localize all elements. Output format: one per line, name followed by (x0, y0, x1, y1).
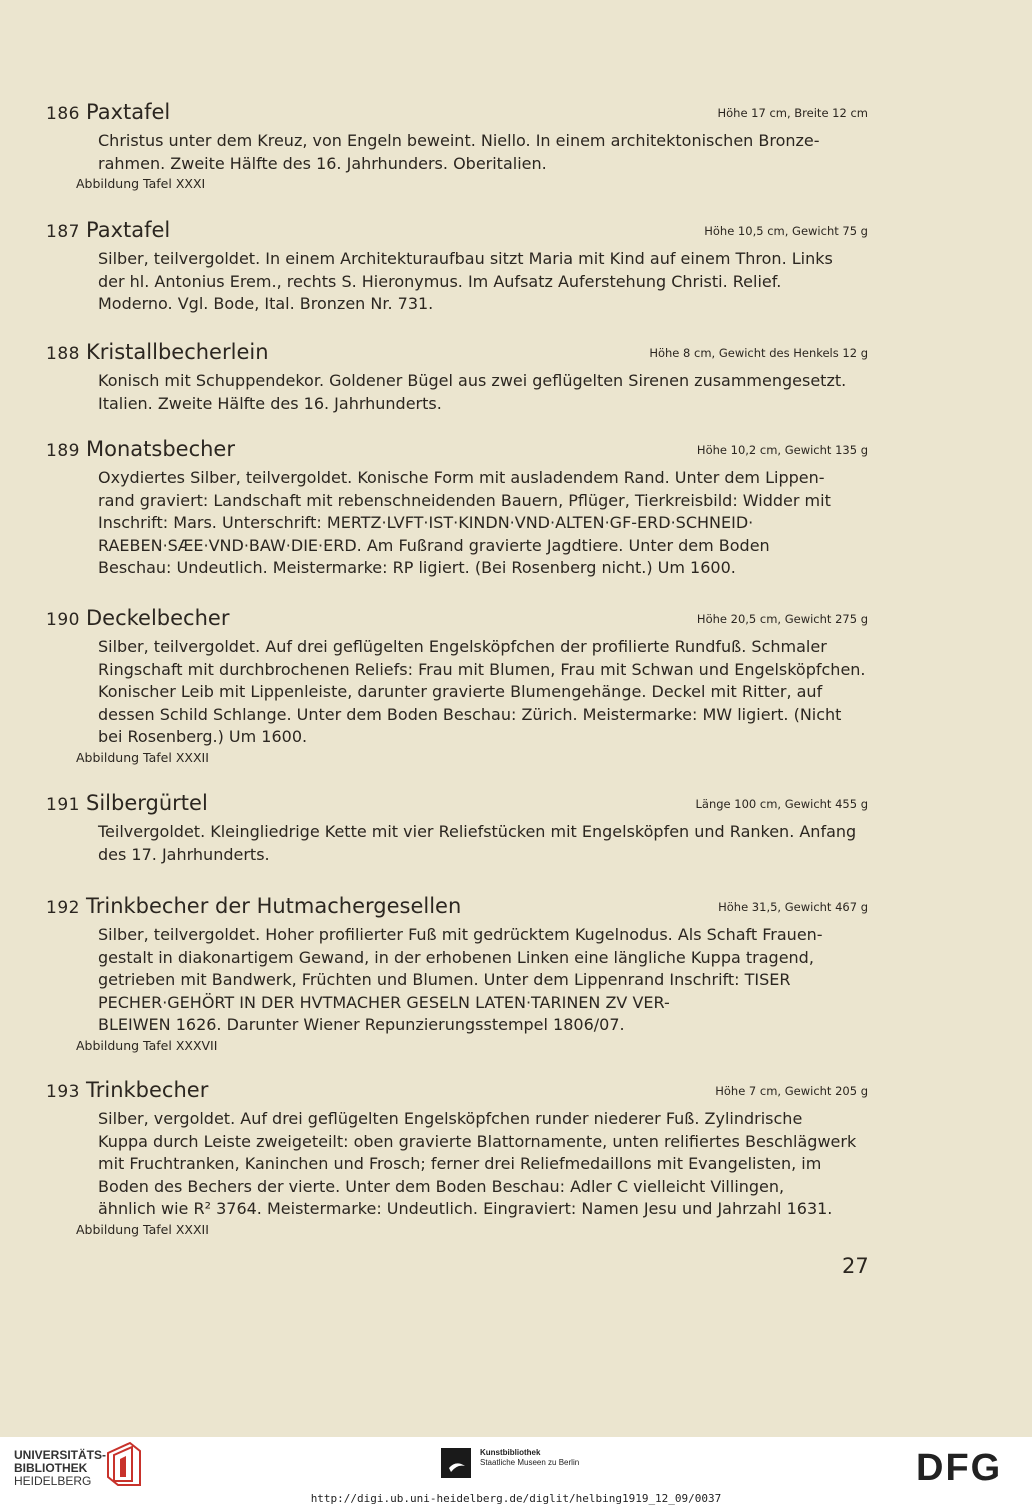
entry-description: Silber, teilvergoldet. In einem Architekturaufbau sitzt Maria mit Kind auf einem Thron. Links der hl. Antonius Erem., rechts S. Hieronymus. Im Aufsatz Auferstehung Christi. Relief. Moderno. Vgl. Bode, Ital. Bronzen Nr. 731. (98, 249, 833, 314)
dfg-logo[interactable]: DFG (916, 1447, 1003, 1489)
entry-measures: Höhe 10,5 cm, Gewicht 75 g (704, 224, 868, 238)
entry-title: Deckelbecher (86, 606, 230, 630)
entry-title: Kristallbecherlein (86, 340, 269, 364)
kunstbibliothek-label: Kunstbibliothek Staatliche Museen zu Berlin (480, 1448, 580, 1467)
entry-measures: Höhe 7 cm, Gewicht 205 g (715, 1084, 868, 1098)
catalog-entry-187 (46, 218, 868, 316)
catalog-entry-186 (46, 100, 868, 191)
entry-number: 186 (46, 104, 80, 124)
entry-title: Paxtafel (86, 218, 171, 242)
entry-title: Trinkbecher der Hutmachergesellen (86, 894, 462, 918)
entry-number: 189 (46, 441, 80, 461)
page-number: 27 (842, 1254, 869, 1278)
figure-reference: Abbildung Tafel XXXVII (76, 1037, 218, 1053)
catalog-entry-192 (46, 894, 868, 1053)
entry-measures: Länge 100 cm, Gewicht 455 g (695, 797, 868, 811)
kunstbibliothek-logo-icon[interactable] (441, 1448, 471, 1478)
entry-title: Silbergürtel (86, 791, 208, 815)
entry-title: Trinkbecher (86, 1078, 209, 1102)
figure-reference: Abbildung Tafel XXXII (76, 749, 209, 765)
entry-description: Oxydiertes Silber, teilvergoldet. Konische Form mit ausladendem Rand. Unter dem Lippen- rand graviert: Landschaft mit rebenschneidenden Bauern, Pflüger, Tierkreisbild: Widder mit Inschrift: Mars. Unterschrift: MERTZ·LVFT·IST·KINDN·VND·ALTEN·GF-ERD·SCHNEID· RAEBEN·SÆE·VND·BAW·DIE·ERD. Am Fußrand gravierte Jagdtiere. Unter dem Boden Beschau: Undeutlich. Meistermarke: RP ligiert. (Bei Rosenberg nicht.) Um 1600. (98, 468, 831, 578)
entry-description: Silber, teilvergoldet. Hoher profilierter Fuß mit gedrücktem Kugelnodus. Als Schaft Frauen- gestalt in diakonartigem Gewand, in der erhobenen Linken eine längliche Kuppa tragend, getrieben mit Bandwerk, Früchten und Blumen. Unter dem Lippenrand Inschrift: TISER PECHER·GEHÖRT IN DER HVTMACHER GESELN LATEN·TARINEN ZV VER- BLEIWEN 1626. Darunter Wiener Repunzierungsstempel 1806/07. (98, 925, 823, 1035)
entry-description: Christus unter dem Kreuz, von Engeln beweint. Niello. In einem architektonischen Bronze- rahmen. Zweite Hälfte des 16. Jahrhunders. Oberitalien. (98, 131, 820, 173)
entry-number: 187 (46, 222, 80, 242)
entry-number: 190 (46, 610, 80, 630)
catalog-entry-188 (46, 340, 868, 415)
entry-title: Monatsbecher (86, 437, 235, 461)
figure-reference: Abbildung Tafel XXXI (76, 176, 206, 192)
figure-reference: Abbildung Tafel XXXII (76, 1221, 209, 1237)
source-url-link[interactable]: http://digi.ub.uni-heidelberg.de/diglit/helbing1919_12_09/0037 (310, 1492, 722, 1505)
entry-description: Silber, teilvergoldet. Auf drei geflügelten Engelsköpfchen der profilierte Rundfuß. Schmaler Ringschaft mit durchbrochenen Reliefs: Frau mit Blumen, Frau mit Schwan und Engelsköpfchen. Konischer Leib mit Lippenleiste, darunter gravierte Blumengehänge. Deckel mit Ritter, auf dessen Schild Schlange. Unter dem Boden Beschau: Zürich. Meistermarke: MW ligiert. (Nicht bei Rosenberg.) Um 1600. (98, 637, 866, 747)
entry-description: Silber, vergoldet. Auf drei geflügelten Engelsköpfchen runder niederer Fuß. Zylindrische Kuppa durch Leiste zweigeteilt: oben gravierte Blattornamente, unten relifiertes Beschlägwerk mit Fruchtranken, Kaninchen und Frosch; ferner drei Reliefmedaillons mit Evangelisten, im Boden des Bechers der vierte. Unter dem Boden Beschau: Adler C vielleicht Villingen, ähnlich wie R² 3764. Meistermarke: Undeutlich. Eingraviert: Namen Jesu und Jahrzahl 1631. (98, 1109, 857, 1219)
entry-description: Teilvergoldet. Kleingliedrige Kette mit vier Reliefstücken mit Engelsköpfen und Ranken. Anfang des 17. Jahrhunderts. (98, 822, 857, 864)
entry-number: 193 (46, 1082, 80, 1102)
entry-number: 192 (46, 898, 80, 918)
entry-title: Paxtafel (86, 100, 171, 124)
entry-measures: Höhe 10,2 cm, Gewicht 135 g (696, 443, 868, 457)
catalog-entry-189 (46, 437, 868, 580)
entry-description: Konisch mit Schuppendekor. Goldener Bügel aus zwei geflügelten Sirenen zusammengesetzt. Italien. Zweite Hälfte des 16. Jahrhunderts. (98, 371, 847, 413)
catalog-entry-190 (46, 606, 868, 765)
entry-measures: Höhe 17 cm, Breite 12 cm (717, 106, 868, 120)
entry-number: 191 (46, 795, 80, 815)
catalog-entry-193 (46, 1078, 868, 1237)
ub-heidelberg-wordmark[interactable]: UNIVERSITÄTS- BIBLIOTHEK HEIDELBERG (14, 1448, 107, 1488)
entry-number: 188 (46, 344, 80, 364)
catalog-entry-191 (46, 791, 868, 866)
ub-heidelberg-logo-icon[interactable] (104, 1441, 144, 1487)
entry-measures: Höhe 31,5, Gewicht 467 g (718, 900, 868, 914)
entry-measures: Höhe 20,5 cm, Gewicht 275 g (696, 612, 868, 626)
entry-measures: Höhe 8 cm, Gewicht des Henkels 12 g (649, 346, 868, 360)
